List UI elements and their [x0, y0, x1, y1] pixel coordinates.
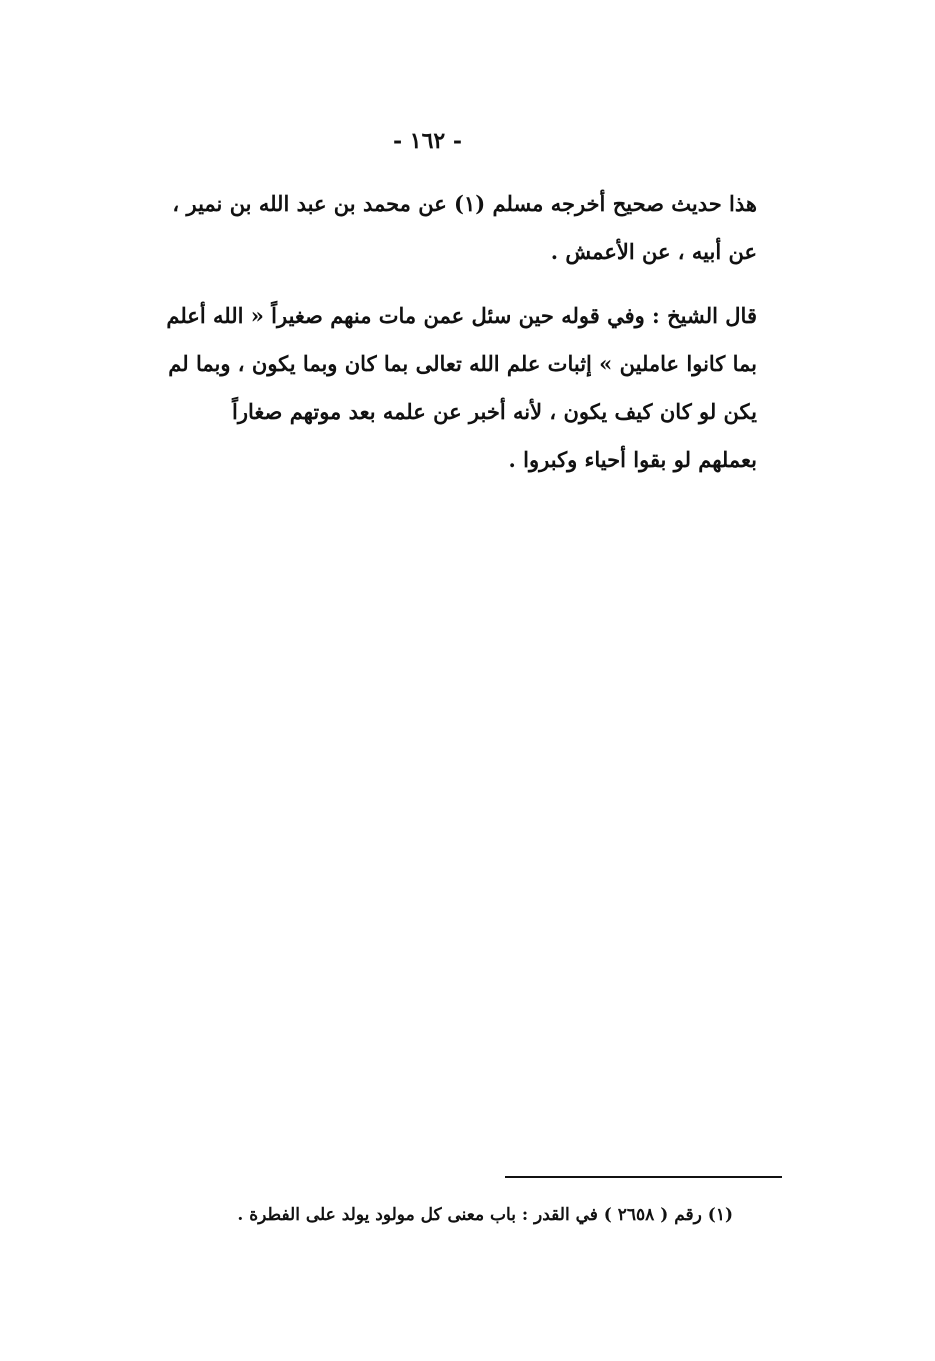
footnote: (١) رقم ( ٢٦٥٨ ) في القدر : باب معنى كل مولود يولد على الفطرة . — [237, 1205, 733, 1225]
paragraph-line: يكن لو كان كيف يكون ، لأنه أخبر عن علمه بعد موتهم صغاراً — [232, 399, 757, 424]
paragraph-line: بعملهم لو بقوا أحياء وكبروا . — [508, 447, 757, 472]
paragraph-2 — [105, 292, 757, 484]
paragraph-1 — [105, 180, 757, 276]
page-number: - ١٦٢ - — [392, 128, 463, 154]
footnote-divider — [505, 1176, 782, 1178]
paragraph-line: قال الشيخ : وفي قوله حين سئل عمن مات منهم صغيراً « الله أعلم — [166, 303, 757, 328]
paragraph-line: هذا حديث صحيح أخرجه مسلم (١) عن محمد بن عبد الله بن نمير ، — [172, 191, 757, 216]
paragraph-line: عن أبيه ، عن الأعمش . — [550, 239, 757, 264]
paragraph-line: بما كانوا عاملين » إثبات علم الله تعالى بما كان وبما يكون ، وبما لم — [168, 351, 757, 376]
